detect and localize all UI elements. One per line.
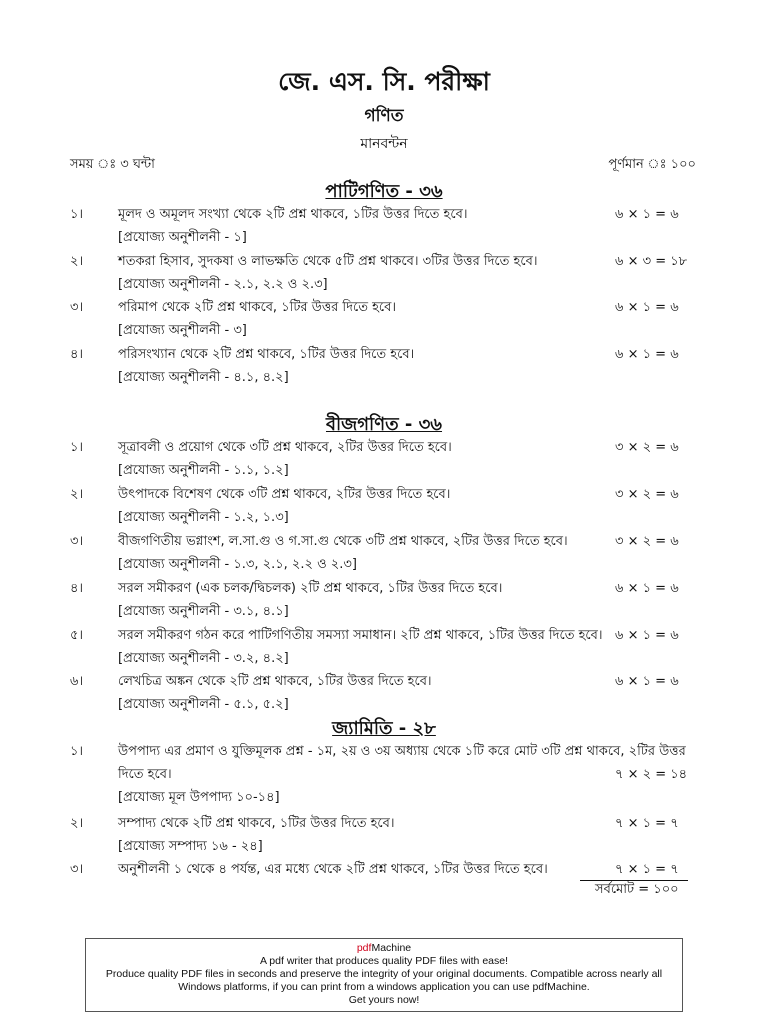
item-marks: ৬ × ১ = ৬ (615, 207, 679, 222)
item-reference: [প্রযোজ্য অনুশীলনী - ১.১, ১.২] (118, 463, 289, 478)
item-number: ১। (70, 440, 84, 455)
item-text: সূত্রাবলী ও প্রয়োগ থেকে ৩টি প্রশ্ন থাকবে, ২টির উত্তর দিতে হবে। (118, 440, 452, 455)
item-text: সরল সমীকরণ (এক চলক/দ্বিচলক) ২টি প্রশ্ন থাকবে, ১টির উত্তর দিতে হবে। (118, 581, 503, 596)
brand-pdf: pdf (356, 942, 372, 954)
section-heading-arithmetic: পাটিগণিত - ৩৬ (325, 181, 443, 202)
item-text: শতকরা হিসাব, সুদকষা ও লাভক্ষতি থেকে ৫টি প্রশ্ন থাকবে। ৩টির উত্তর দিতে হবে। (118, 254, 538, 269)
item-marks: ৬ × ৩ = ১৮ (615, 254, 688, 269)
subject-title: গণিত (364, 106, 404, 126)
item-marks: ৩ × ২ = ৬ (615, 487, 679, 502)
item-number: ১। (70, 744, 84, 759)
item-text: পরিমাপ থেকে ২টি প্রশ্ন থাকবে, ১টির উত্তর দিতে হবে। (118, 300, 397, 315)
footer-tagline: A pdf writer that produces quality PDF files with ease! (259, 955, 509, 967)
grand-total: সর্বমোট = ১০০ (595, 882, 679, 897)
item-number: ৩। (70, 862, 84, 877)
item-text: অনুশীলনী ১ থেকে ৪ পর্যন্ত, এর মধ্যে থেকে ২টি প্রশ্ন থাকবে, ১টির উত্তর দিতে হবে। (118, 862, 548, 877)
item-reference: [প্রযোজ্য অনুশীলনী - ১.২, ১.৩] (118, 510, 289, 525)
marks-distribution-subtitle: মানবন্টন (360, 136, 408, 152)
item-reference: [প্রযোজ্য অনুশীলনী - ৫.১, ৫.২] (118, 697, 289, 712)
item-reference: [প্রযোজ্য অনুশীলনী - ৩.২, ৪.২] (118, 651, 289, 666)
item-marks: ৬ × ১ = ৬ (615, 347, 679, 362)
item-reference: [প্রযোজ্য অনুশীলনী - ১.৩, ২.১, ২.২ ও ২.৩] (118, 557, 357, 572)
item-marks: ৩ × ২ = ৬ (615, 440, 679, 455)
item-reference: [প্রযোজ্য অনুশীলনী - ২.১, ২.২ ও ২.৩] (118, 277, 328, 292)
footer-cta: Get yours now! (348, 994, 420, 1006)
item-marks: ৭ × ১ = ৭ (615, 816, 679, 831)
item-marks: ৩ × ২ = ৬ (615, 534, 679, 549)
item-reference: [প্রযোজ্য অনুশীলনী - ৩] (118, 323, 247, 338)
item-marks: ৬ × ১ = ৬ (615, 300, 679, 315)
exam-time: সময় ঃ ৩ ঘন্টা (70, 157, 155, 172)
item-reference: [প্রযোজ্য মূল উপপাদ্য ১০-১৪] (118, 790, 280, 805)
item-reference: [প্রযোজ্য সম্পাদ্য ১৬ - ২৪] (118, 839, 263, 854)
item-text: সরল সমীকরণ গঠন করে পাটিগণিতীয় সমস্যা সমাধান। ২টি প্রশ্ন থাকবে, ১টির উত্তর দিতে হবে। (118, 628, 603, 643)
brand-machine: Machine (371, 942, 412, 954)
full-marks: পূর্ণমান ঃ ১০০ (608, 157, 696, 172)
item-number: ৩। (70, 300, 84, 315)
item-reference: [প্রযোজ্য অনুশীলনী - ৪.১, ৪.২] (118, 370, 289, 385)
section-heading-geometry: জ্যামিতি - ২৮ (332, 718, 436, 739)
item-number: ৫। (70, 628, 84, 643)
item-reference: [প্রযোজ্য অনুশীলনী - ১] (118, 230, 247, 245)
item-text: উৎপাদকে বিশেষণ থেকে ৩টি প্রশ্ন থাকবে, ২টির উত্তর দিতে হবে। (118, 487, 451, 502)
item-text: বীজগণিতীয় ভগ্নাংশ, ল.সা.গু ও গ.সা.গু থেকে ৩টি প্রশ্ন থাকবে, ২টির উত্তর দিতে হবে। (118, 534, 568, 549)
item-number: ৪। (70, 347, 84, 362)
item-number: ২। (70, 254, 84, 269)
item-number: ২। (70, 487, 84, 502)
item-marks: ৭ × ২ = ১৪ (615, 767, 688, 782)
list-item (70, 740, 710, 810)
item-number: ১। (70, 207, 84, 222)
item-number: ৬। (70, 674, 84, 689)
item-marks: ৭ × ১ = ৭ (615, 862, 679, 877)
item-reference: [প্রযোজ্য অনুশীলনী - ৩.১, ৪.১] (118, 604, 289, 619)
item-number: ৩। (70, 534, 84, 549)
pdfmachine-footer (85, 938, 683, 1012)
item-marks: ৬ × ১ = ৬ (615, 674, 679, 689)
brand-name (86, 942, 682, 955)
item-text: সম্পাদ্য থেকে ২টি প্রশ্ন থাকবে, ১টির উত্তর দিতে হবে। (118, 816, 395, 831)
item-marks: ৬ × ১ = ৬ (615, 628, 679, 643)
item-number: ৪। (70, 581, 84, 596)
item-text: লেখচিত্র অঙ্কন থেকে ২টি প্রশ্ন থাকবে, ১টির উত্তর দিতে হবে। (118, 674, 432, 689)
item-text: মূলদ ও অমূলদ সংখ্যা থেকে ২টি প্রশ্ন থাকবে, ১টির উত্তর দিতে হবে। (118, 207, 468, 222)
section-heading-algebra: বীজগণিত - ৩৬ (325, 414, 443, 435)
footer-description: Produce quality PDF files in seconds and preserve the integrity of your original documents. Compatible across nearly all Windows platforms, if you can print from a windows application you can use pdfMachine. (105, 968, 663, 993)
exam-title: জে. এস. সি. পরীক্ষা (278, 67, 490, 96)
item-marks: ৬ × ১ = ৬ (615, 581, 679, 596)
item-text: পরিসংখ্যান থেকে ২টি প্রশ্ন থাকবে, ১টির উত্তর দিতে হবে। (118, 347, 415, 362)
item-text: উপপাদ্য এর প্রমাণ ও যুক্তিমূলক প্রশ্ন - ১ম, ২য় ও ৩য় অধ্যায় থেকে ১টি করে মোট ৩টি প্রশ্ন থাকবে, ২টির উত্তর দিতে হবে। (118, 744, 686, 782)
item-number: ২। (70, 816, 84, 831)
